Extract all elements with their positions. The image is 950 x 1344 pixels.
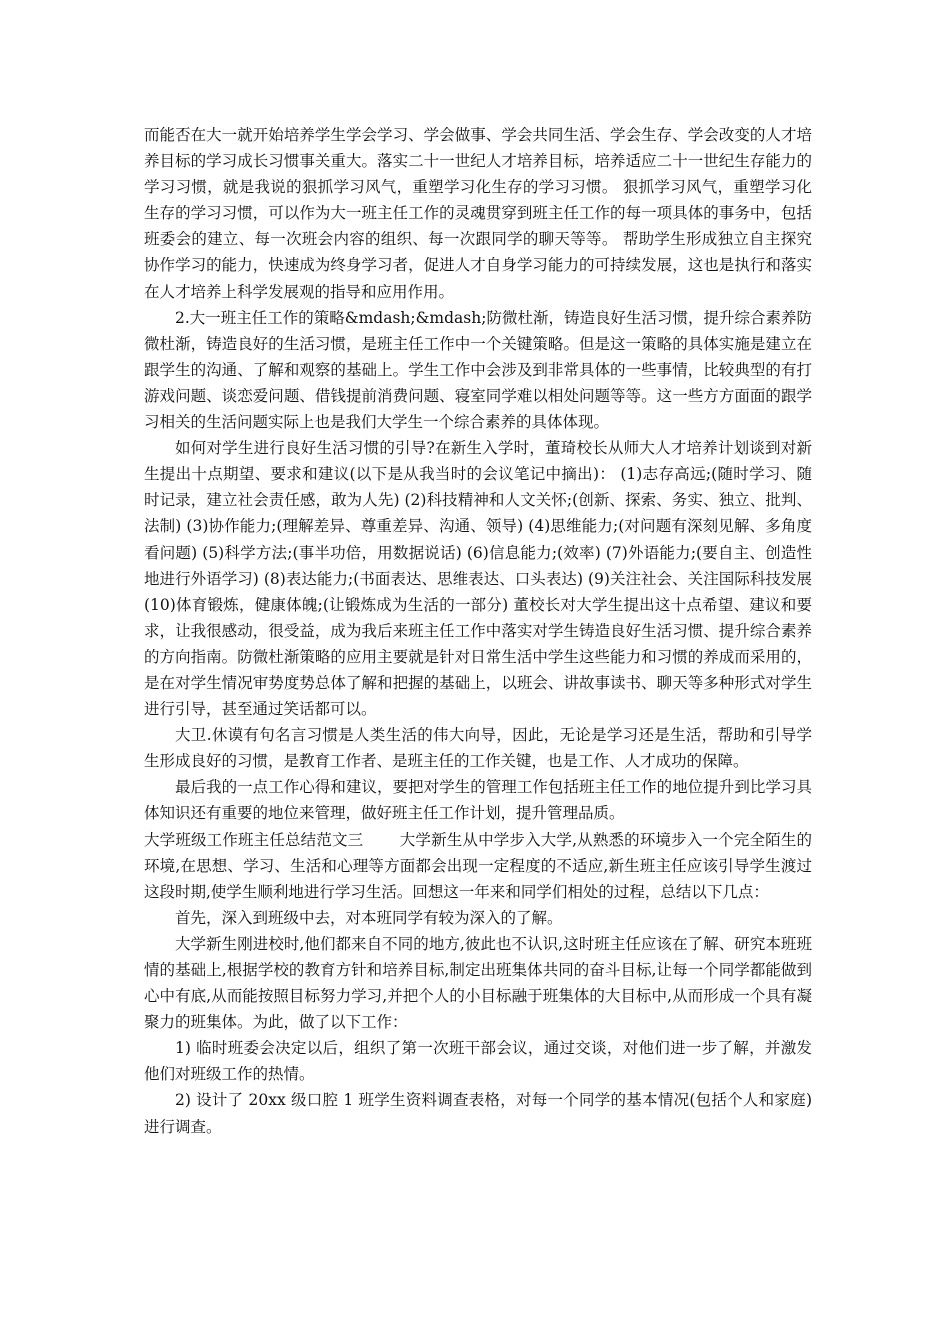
paragraph-summary-three-intro: 大学班级工作班主任总结范文三 大学新生从中学步入大学,从熟悉的环境步入一个完全陌生的环境,在思想、学习、生活和心理等方面都会出现一定程度的不适应,新生班主任应该引导学生渡过这段时期,使学生顺利地进行学习生活。回想这一年来和同学们相处的过程，总结以下几点： bbox=[144, 830, 812, 901]
paragraph-class-goals: 大学新生刚进校时,他们都来自不同的地方,彼此也不认识,这时班主任应该在了解、研究本班班情的基础上,根据学校的教育方针和培养目标,制定出班集体共同的奋斗目标,让每一个同学都能做到心中有底,从而能按照目标努力学习,并把个人的小目标融于班集体的大目标中,从而形成一个具有凝聚力的班集体。为此，做了以下工作： bbox=[144, 934, 812, 1032]
paragraph-first-point: 首先，深入到班级中去，对本班同学有较为深入的了解。 bbox=[175, 908, 563, 927]
document-page bbox=[144, 122, 812, 1140]
paragraph-learning-habits: 而能否在大一就开始培养学生学会学习、学会做事、学会共同生活、学会生存、学会改变的人才培养目标的学习成长习惯事关重大。落实二十一世纪人才培养目标，培养适应二十一世纪生存能力的学习习惯，就是我说的狠抓学习风气，重塑学习化生存的学习习惯。 狠抓学习风气，重塑学习化生存的学习习惯，可以作为大一班主任工作的灵魂贯穿到班主任工作的每一项具体的事务中，包括班委会的建立、每一次班会内容的组织、每一次跟同学的聊天等等。 帮助学生形成独立自主探究协作学习的能力，快速成为终身学习者，促进人才自身学习能力的可持续发展，这也是执行和落实在人才培养上科学发展观的指导和应用作用。 bbox=[144, 126, 812, 301]
paragraph-ten-expectations: 如何对学生进行良好生活习惯的引导?在新生入学时，董琦校长从师大人才培养计划谈到对新生提出十点期望、要求和建议(以下是从我当时的会议笔记中摘出)： (1)志存高远;(随时学习、随时记录，建立社会责任感，敢为人先) (2)科技精神和人文关怀;(创新、探索、务实、独立、批判、法制) (3)协作能力;(理解差异、尊重差异、沟通、领导) (4)思维能力;(对问题有深刻见解、多角度看问题) (5)科学方法;(事半功倍，用数据说话) (6)信息能力;(效率) (7)外语能力;(要自主、创造性地进行外语学习) (8)表达能力;(书面表达、思维表达、口头表达) (9)关注社会、关注国际科技发展 (10)体育锻炼，健康体魄;(让锻炼成为生活的一部分) 董校长对大学生提出这十点希望、建议和要求，让我很感动，很受益，成为我后来班主任工作中落实对学生铸造良好生活习惯、提升综合素养的方向指南。防微杜渐策略的应用主要就是针对日常生活中学生这些能力和习惯的养成而采用的，是在对学生情况审势度势总体了解和把握的基础上，以班会、讲故事读书、聊天等多种形式对学生进行引导，甚至通过笑话都可以。 bbox=[144, 439, 812, 719]
paragraph-hume-quote: 大卫.休谟有句名言习惯是人类生活的伟大向导，因此，无论是学习还是生活，帮助和引导学生形成良好的习惯，是教育工作者、是班主任的工作关键，也是工作、人才成功的保障。 bbox=[144, 726, 812, 771]
paragraph-item-2: 2) 设计了 20xx 级口腔 1 班学生资料调查表格，对每一个同学的基本情况(包括个人和家庭)进行调查。 bbox=[144, 1091, 812, 1136]
paragraph-strategy-habits: 2.大一班主任工作的策略&mdash;&mdash;防微杜渐，铸造良好生活习惯，提升综合素养防微杜渐，铸造良好的生活习惯，是班主任工作中一个关键策略。但是这一策略的具体实施是建立在跟学生的沟通、了解和观察的基础上。学生工作中会涉及到非常具体的一些事情，比较典型的有打游戏问题、谈恋爱问题、借钱提前消费问题、寝室同学难以相处问题等等。这一些方方面面的跟学习相关的生活问题实际上也是我们大学生一个综合素养的具体体现。 bbox=[144, 308, 812, 432]
paragraph-final-advice: 最后我的一点工作心得和建议，要把对学生的管理工作包括班主任工作的地位提升到比学习具体知识还有重要的地位来管理，做好班主任工作计划，提升管理品质。 bbox=[144, 778, 812, 823]
paragraph-item-1: 1) 临时班委会决定以后，组织了第一次班干部会议，通过交谈，对他们进一步了解，并激发他们对班级工作的热情。 bbox=[144, 1039, 812, 1084]
